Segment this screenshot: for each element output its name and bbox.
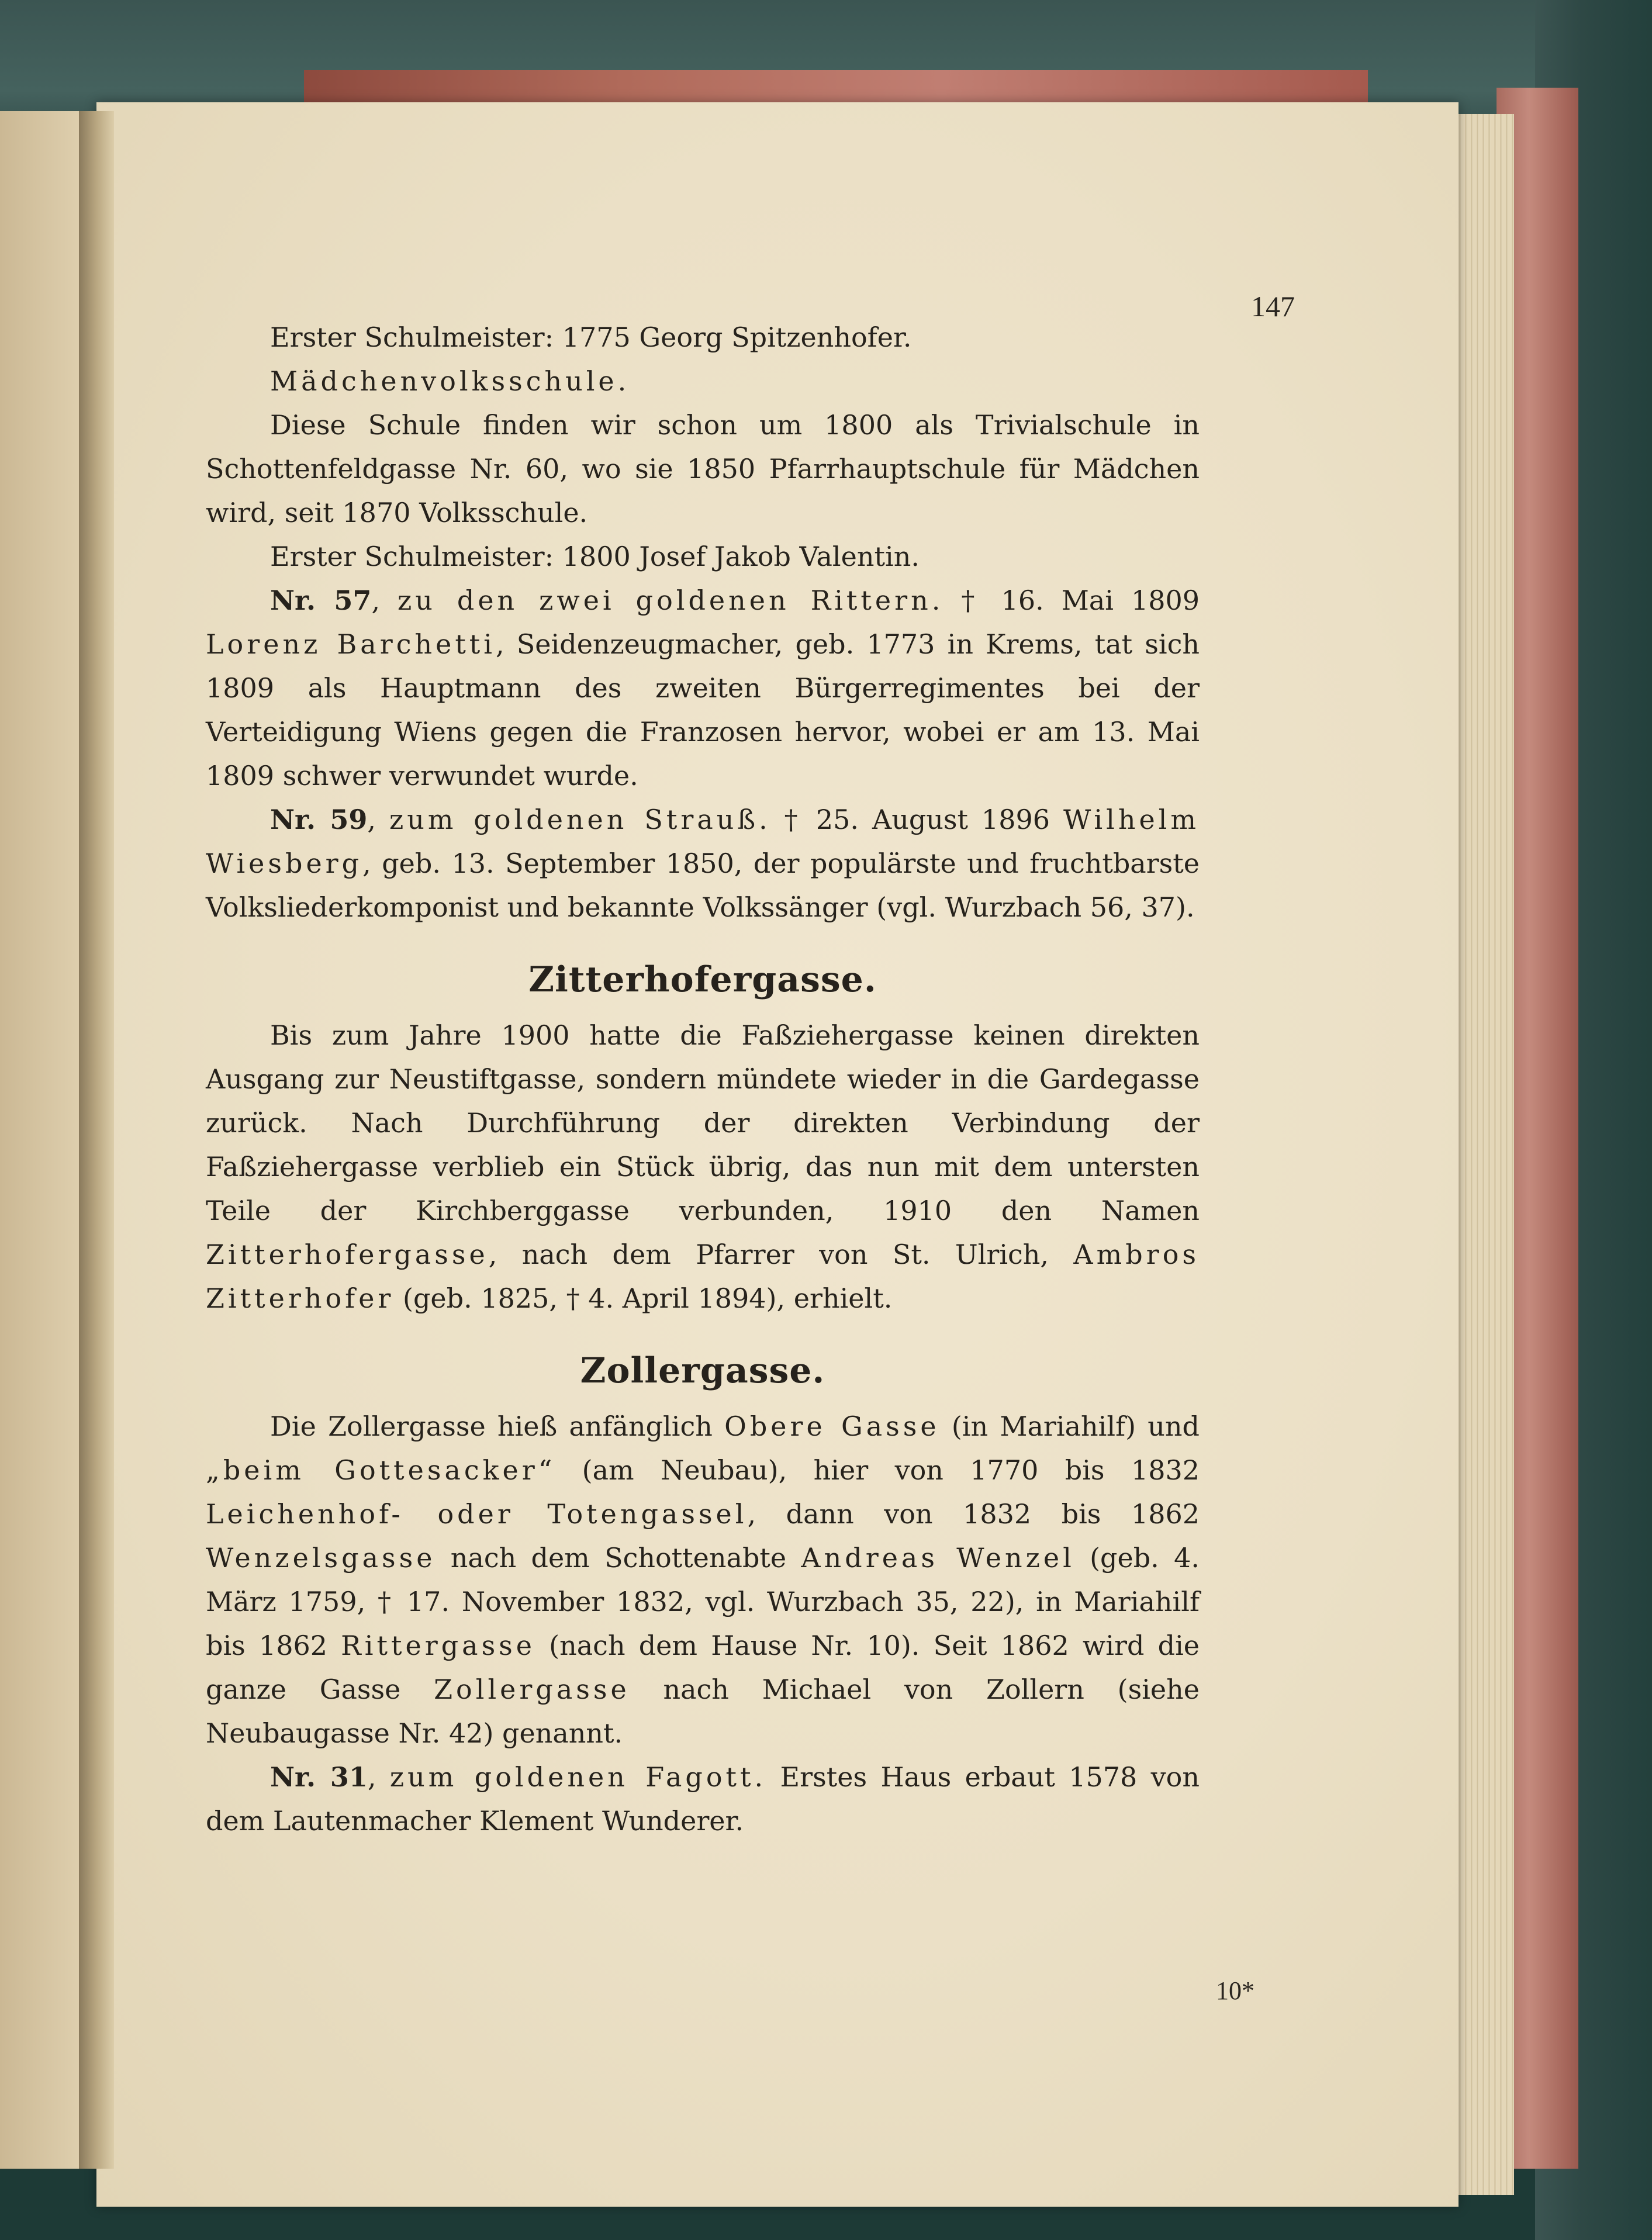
text-run: Erster Schulmeister: 1800 Josef Jakob Valentin.: [270, 541, 920, 572]
emphasized-text: zum goldenen Strauß.: [389, 804, 771, 835]
house-number: Nr. 57: [270, 585, 372, 616]
emphasized-text: Zollergasse: [434, 1674, 630, 1705]
paragraph: [206, 316, 1200, 359]
section-heading-zitterhofergasse: Zitterhofergasse.: [528, 959, 877, 1000]
section-heading-zollergasse: Zollergasse.: [580, 1350, 825, 1391]
emphasized-text: Lorenz Barchetti: [206, 628, 496, 660]
text-run: (am Neubau), hier von 1770 bis 1832: [555, 1454, 1200, 1486]
emphasized-text: Wenzelsgasse: [206, 1542, 436, 1574]
house-number: Nr. 31: [270, 1761, 368, 1793]
emphasized-text: Wilhelm Wiesberg: [206, 804, 1200, 879]
section-zollergasse: [206, 1405, 1200, 1843]
page-number: 147: [1251, 290, 1295, 323]
text-run: Erster Schulmeister: 1775 Georg Spitzenhofer.: [270, 322, 912, 353]
emphasized-text: Rittergasse: [341, 1630, 536, 1661]
text-run: Bis zum Jahre 1900 hatte die Faßziehergasse keinen direkten Ausgang zur Neustiftgasse, sondern mündete wieder in die Gardegasse zurück. Nach Durchführung der direkten Verbindung der Faßziehergasse verblieb ein Stück übrig, das nun mit dem untersten Teile der Kirchberggasse verbunden, 1910 den Namen: [206, 1019, 1200, 1226]
paragraph: [206, 1014, 1200, 1321]
page-text: [206, 316, 1200, 1843]
text-run: (nach dem Hause Nr. 10). Seit 1862 wird die ganze Gasse: [206, 1630, 1200, 1705]
emphasized-text: Obere Gasse: [724, 1411, 940, 1442]
page-stack-edges: [1450, 114, 1514, 2195]
text-run: , geb. 13. September 1850, der populärste und fruchtbarste Volksliederkomponist und bekannte Volkssänger (vgl. Wurzbach 56, 37).: [206, 848, 1200, 923]
paragraph: [206, 1405, 1200, 1755]
text-run: Diese Schule finden wir schon um 1800 als Trivialschule in Schottenfeldgasse Nr. 60, wo sie 1850 Pfarrhauptschule für Mädchen wird, seit 1870 Volksschule.: [206, 409, 1200, 528]
emphasized-text: Zitterhofergasse: [206, 1239, 489, 1270]
text-run: ,: [371, 585, 398, 616]
text-run: (in Mariahilf) und: [939, 1411, 1200, 1442]
paragraph: [206, 359, 1200, 403]
emphasized-text: zum goldenen Fagott.: [389, 1761, 767, 1793]
text-run: † 25. August 1896: [770, 804, 1063, 835]
text-run: (geb. 4. März 1759, † 17. November 1832, vgl. Wurzbach 35, 22), in Mariahilf bis 1862: [206, 1542, 1200, 1661]
text-run: nach Michael von Zollern (siehe Neubaugasse Nr. 42) genannt.: [206, 1674, 1200, 1749]
text-run: ,: [367, 804, 389, 835]
text-run: , dann von 1832 bis 1862: [747, 1498, 1200, 1530]
paragraph: [206, 403, 1200, 535]
text-run: , nach dem Pfarrer von St. Ulrich,: [488, 1239, 1074, 1270]
text-run: ,: [367, 1761, 390, 1793]
house-number: Nr. 59: [270, 804, 368, 835]
text-run: † 16. Mai 1809: [943, 585, 1200, 616]
section-top: [206, 316, 1200, 929]
gutter-shadow: [79, 111, 114, 2169]
paragraph: [206, 579, 1200, 798]
emphasized-text: Andreas Wenzel: [801, 1542, 1075, 1574]
emphasized-text: Mädchenvolksschule.: [270, 365, 630, 397]
emphasized-text: Leichenhof- oder Totengassel: [206, 1498, 748, 1530]
text-run: (geb. 1825, † 4. April 1894), erhielt.: [394, 1283, 893, 1314]
text-run: Erstes Haus erbaut 1578 von dem Lautenmacher Klement Wunderer.: [206, 1761, 1200, 1837]
paragraph: [206, 535, 1200, 579]
left-page-edge: [0, 111, 88, 2169]
emphasized-text: „beim Gottesacker“: [206, 1454, 556, 1486]
paragraph: [206, 1755, 1200, 1843]
text-run: nach dem Schottenabte: [436, 1542, 801, 1574]
emphasized-text: Ambros Zitterhofer: [206, 1239, 1200, 1314]
emphasized-text: zu den zwei goldenen Rittern.: [398, 585, 944, 616]
paragraph: [206, 798, 1200, 929]
signature-mark: 10*: [1216, 1976, 1254, 2005]
text-run: Die Zollergasse hieß anfänglich: [270, 1411, 725, 1442]
section-zitterhofergasse: [206, 1014, 1200, 1321]
text-run: , Seidenzeugmacher, geb. 1773 in Krems, tat sich 1809 als Hauptmann des zweiten Bürgerregimentes bei der Verteidigung Wiens gegen die Franzosen hervor, wobei er am 13. Mai 1809 schwer verwundet wurde.: [206, 628, 1200, 791]
